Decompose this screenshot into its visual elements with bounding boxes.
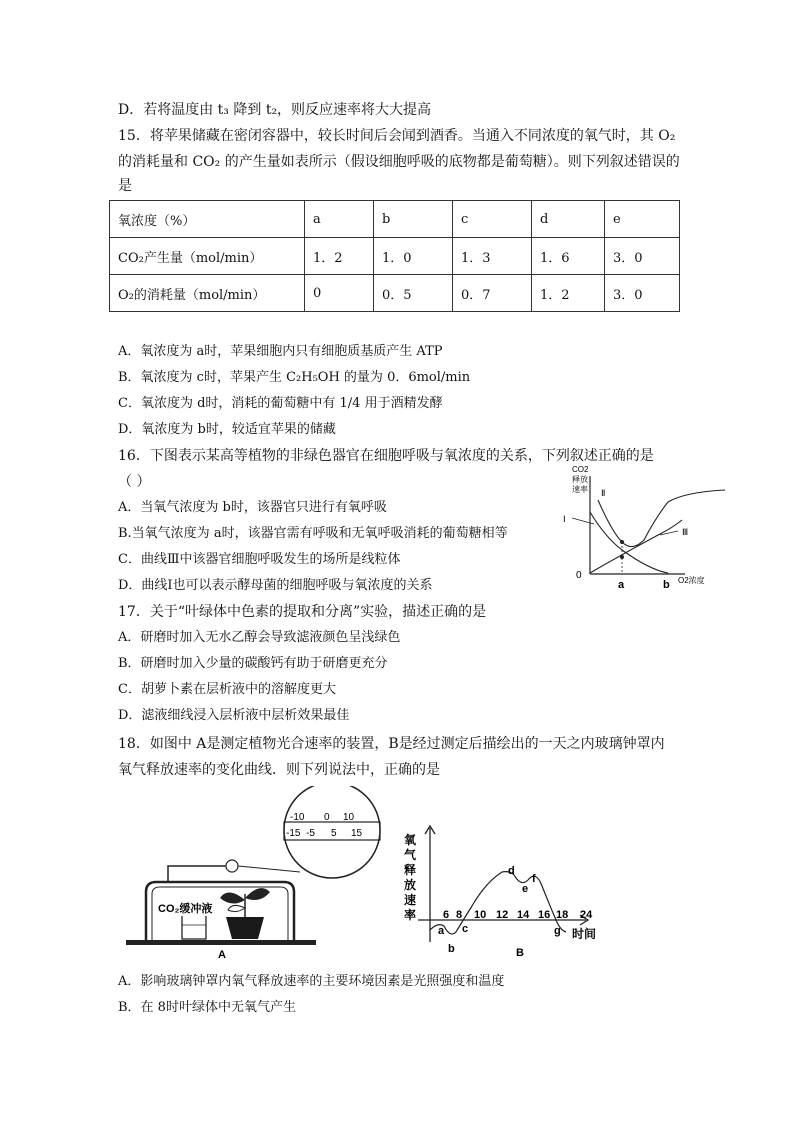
ylabel-char: 释 [404, 863, 417, 877]
ylabel-char: 率 [404, 908, 417, 922]
point-b-label: b [663, 579, 670, 591]
intersect-point [620, 540, 624, 544]
table-cell: O₂的消耗量（mol/min） [110, 275, 305, 312]
q17-option-b: B．研磨时加入少量的碳酸钙有助于研磨更充分 [118, 656, 388, 671]
label-curve-II: Ⅱ [601, 488, 606, 498]
q15-data-table [109, 200, 680, 312]
ylabel-char: 氧 [404, 833, 417, 847]
scale-bottom-4: 15 [351, 828, 363, 839]
plant-leaf [245, 888, 270, 900]
q16-stem: 16．下图表示某高等植物的非绿色器官在细胞呼吸与氧浓度的关系，下列叙述正确的是 [118, 448, 654, 464]
q15-option-b: B．氧浓度为 c时，苹果产生 C₂H₅OH 的量为 0．6mol/min [118, 370, 471, 385]
table-cell: 1．3 [453, 238, 532, 275]
curve-I [590, 512, 668, 573]
scale-top-2: 0 [324, 812, 330, 823]
xtick: 18 [556, 909, 569, 921]
q18-figure-b-curve [396, 822, 616, 962]
table-cell: c [453, 201, 532, 238]
plant-leaf [220, 892, 245, 903]
xtick: 8 [456, 909, 463, 921]
table-cell: CO₂产生量（mol/min） [110, 238, 305, 275]
ylabel-2: 释放 [572, 475, 588, 484]
table-cell: 1．0 [374, 238, 453, 275]
q15-stem-line1: 15．将苹果储藏在密闭容器中，较长时间后会闻到酒香。当通入不同浓度的氧气时，其 O₂ [118, 128, 676, 144]
q16-option-c: C．曲线Ⅲ中该器官细胞呼吸发生的场所是线粒体 [118, 552, 401, 567]
q17-option-c: C．胡萝卜素在层析液中的溶解度更大 [118, 682, 336, 697]
ylabel-1: CO2 [572, 465, 589, 474]
q14-option-d: D．若将温度由 t₃ 降到 t₂，则反应速率将大大提高 [118, 102, 432, 118]
xtick: 14 [517, 909, 530, 921]
xlabel: 时间 [572, 927, 597, 941]
scale-top-1: -10 [290, 812, 305, 823]
table-cell: b [374, 201, 453, 238]
q16-option-a: A．当氧气浓度为 b时，该器官只进行有氧呼吸 [118, 500, 387, 515]
point-a-label: a [618, 579, 625, 591]
q18-figure-a-apparatus [120, 786, 390, 961]
point-d: d [508, 865, 515, 877]
q18-option-a: A．影响玻璃钟罩内氧气释放速率的主要环境因素是光照强度和温度 [118, 974, 505, 989]
xtick: 12 [496, 909, 509, 921]
table-cell: 0．7 [453, 275, 532, 312]
table-cell: e [605, 201, 680, 238]
q16-respiration-figure [560, 462, 730, 592]
q18-stem-line1: 18．如图中 A是测定植物光合速率的装置，B是经过测定后描绘出的一天之内玻璃钟罩内 [118, 736, 665, 752]
label-I-pointer [572, 518, 594, 524]
point-b: b [448, 943, 455, 955]
table-row [110, 238, 680, 275]
xtick: 6 [443, 909, 450, 921]
buffer-label: CO₂缓冲液 [158, 903, 213, 915]
ylabel-char: 放 [404, 878, 417, 892]
q15-option-c: C．氧浓度为 d时，消耗的葡萄糖中有 1/4 用于酒精发酵 [118, 396, 443, 411]
beaker [182, 916, 206, 939]
connecting-tube [168, 866, 226, 882]
table-row [110, 201, 680, 238]
label-curve-I: Ⅰ [563, 514, 566, 524]
table-cell: 氧浓度（%） [110, 201, 305, 238]
table-cell: d [532, 201, 605, 238]
curve-II [598, 490, 725, 547]
magnifier-pointer [238, 866, 300, 872]
point-g: g [554, 925, 561, 937]
xtick: 10 [474, 909, 487, 921]
table-cell: 1．6 [532, 238, 605, 275]
table-cell: 1．2 [532, 275, 605, 312]
table-row [110, 275, 680, 312]
scale-bottom-3: 5 [331, 828, 337, 839]
oxygen-curve [430, 872, 569, 934]
xtick: 24 [580, 909, 593, 921]
ylabel-3: 速率 [572, 485, 588, 494]
q17-stem: 17．关于“叶绿体中色素的提取和分离”实验，描述正确的是 [118, 604, 487, 620]
scale-marker-circle [226, 860, 238, 872]
figure-a-caption: A [218, 949, 226, 961]
label-curve-III: Ⅲ [682, 527, 689, 537]
point-a: a [438, 925, 445, 937]
q15-stem-line3: 是 [118, 178, 132, 194]
table-cell: a [305, 201, 374, 238]
table-cell: 0．5 [374, 275, 453, 312]
table-cell: 1．2 [305, 238, 374, 275]
plant-pot [226, 917, 264, 939]
figure-b-caption: B [516, 947, 524, 959]
plant-leaf [228, 905, 245, 911]
table-cell: 3．0 [605, 275, 680, 312]
point-c: c [462, 923, 469, 935]
scale-bottom-2: -5 [306, 828, 315, 839]
q15-option-d: D．氧浓度为 b时，较适宜苹果的储藏 [118, 422, 336, 437]
ylabel-char: 气 [404, 848, 417, 862]
q18-option-b: B．在 8时叶绿体中无氧气产生 [118, 1000, 296, 1015]
q15-option-a: A．氧浓度为 a时，苹果细胞内只有细胞质基质产生 ATP [118, 344, 443, 359]
curve-III [590, 520, 682, 573]
q17-option-a: A．研磨时加入无水乙醇会导致滤液颜色呈浅绿色 [118, 630, 401, 645]
q17-option-d: D．滤液细线浸入层析液中层析效果最佳 [118, 708, 350, 723]
ylabel-char: 速 [404, 893, 417, 907]
q16-paren: （ ） [118, 474, 151, 490]
q18-stem-line2: 氧气释放速率的变化曲线．则下列说法中，正确的是 [118, 762, 440, 778]
xlabel: O2浓度 [678, 576, 705, 585]
origin-label: 0 [576, 570, 582, 581]
intersect-point-2 [620, 555, 624, 559]
table-cell: 0 [305, 275, 374, 312]
scale-bottom-1: -15 [286, 828, 301, 839]
q15-stem-line2: 的消耗量和 CO₂ 的产生量如表所示（假设细胞呼吸的底物都是葡萄糖）。则下列叙述错误的 [118, 154, 680, 170]
q16-option-b: B.当氧气浓度为 a时，该器官需有呼吸和无氧呼吸消耗的葡萄糖相等 [118, 526, 508, 541]
q16-option-d: D．曲线Ⅰ也可以表示酵母菌的细胞呼吸与氧浓度的关系 [118, 578, 433, 593]
base-plate [126, 940, 316, 945]
xtick: 16 [538, 909, 551, 921]
table-cell: 3．0 [605, 238, 680, 275]
point-e: e [522, 883, 529, 895]
scale-top-3: 10 [343, 812, 355, 823]
point-f: f [532, 873, 536, 885]
